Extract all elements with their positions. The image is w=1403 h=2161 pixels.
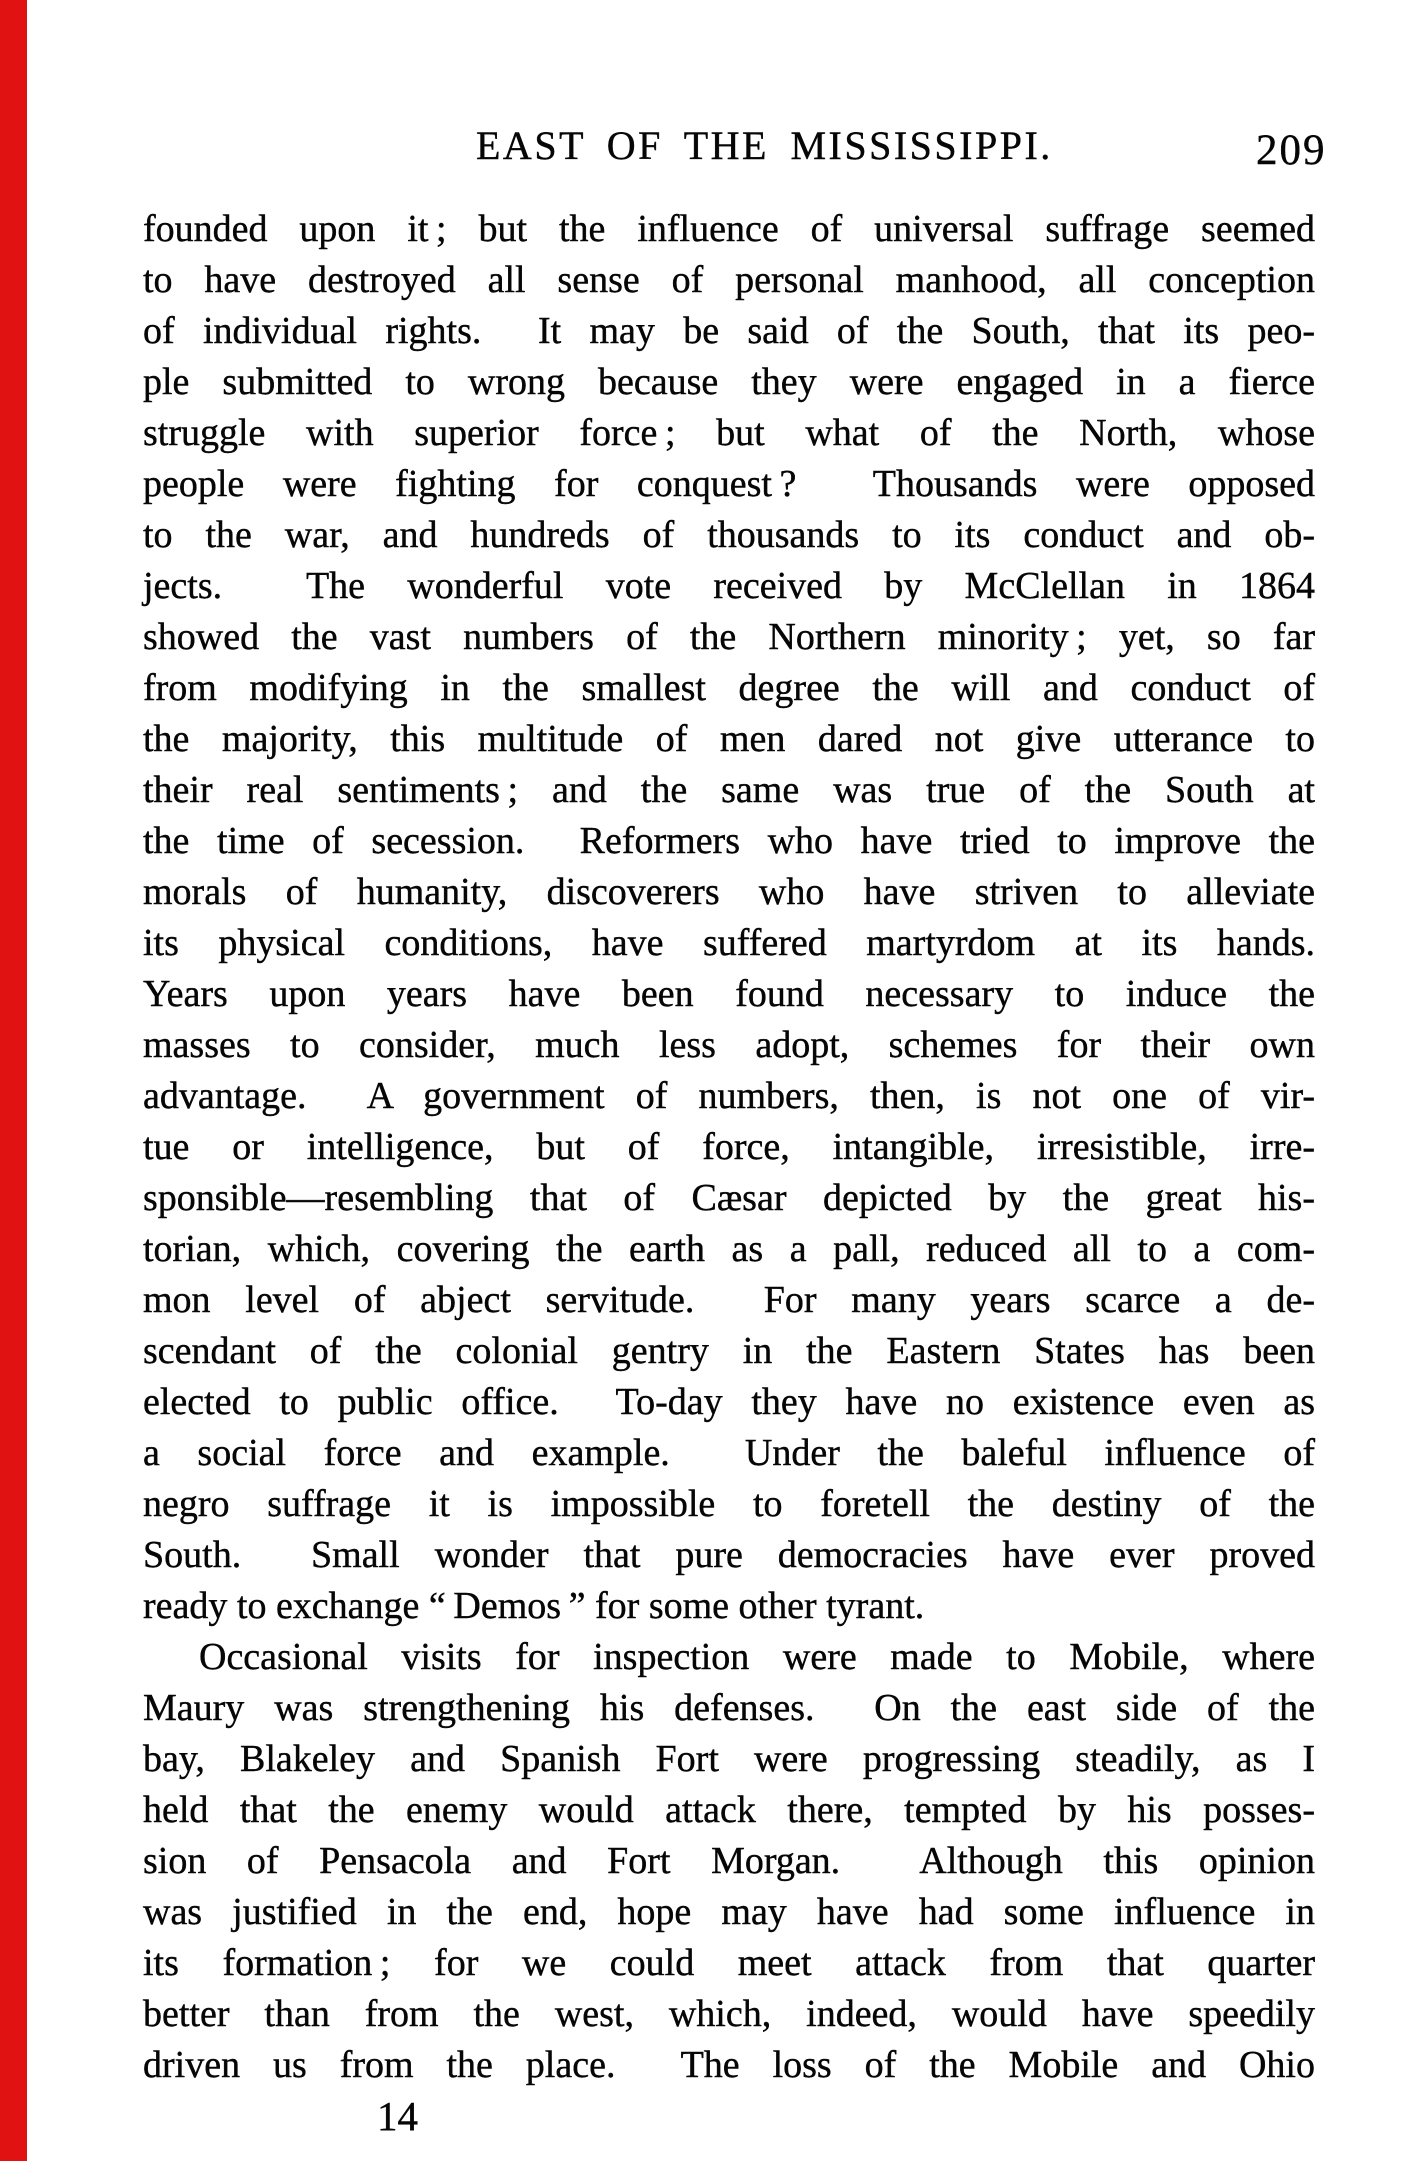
text-line: advantage. A government of numbers, then, is not one of vir- — [143, 1075, 1315, 1117]
text-line: their real sentiments ; and the same was true of the South at — [143, 769, 1315, 811]
text-line: ready to exchange “ Demos ” for some other tyrant. — [143, 1585, 925, 1627]
text-line: to the war, and hundreds of thousands to its conduct and ob- — [143, 514, 1315, 556]
book-spine-edge — [0, 0, 27, 2161]
page-number: 209 — [1256, 127, 1327, 174]
text-line: people were fighting for conquest ? Thousands were opposed — [143, 463, 1315, 505]
text-line: bay, Blakeley and Spanish Fort were progressing steadily, as I — [143, 1738, 1315, 1780]
text-line: its physical conditions, have suffered martyrdom at its hands. — [143, 922, 1315, 964]
text-line: tue or intelligence, but of force, intangible, irresistible, irre- — [143, 1126, 1315, 1168]
text-line: masses to consider, much less adopt, schemes for their own — [143, 1024, 1315, 1066]
text-line: driven us from the place. The loss of the Mobile and Ohio — [143, 2044, 1315, 2086]
text-line: its formation ; for we could meet attack from that quarter — [143, 1942, 1315, 1984]
text-line: struggle with superior force ; but what of the North, whose — [143, 412, 1315, 454]
text-line: scendant of the colonial gentry in the Eastern States has been — [143, 1330, 1315, 1372]
text-line: torian, which, covering the earth as a pall, reduced all to a com- — [143, 1228, 1315, 1270]
text-line: morals of humanity, discoverers who have striven to alleviate — [143, 871, 1315, 913]
text-line: the time of secession. Reformers who have tried to improve the — [143, 820, 1315, 862]
text-line: of individual rights. It may be said of the South, that its peo- — [143, 310, 1315, 352]
text-line: the majority, this multitude of men dared not give utterance to — [143, 718, 1315, 760]
text-line: was justified in the end, hope may have had some influence in — [143, 1891, 1315, 1933]
page-text — [143, 204, 1315, 2091]
text-line: from modifying in the smallest degree the will and conduct of — [143, 667, 1315, 709]
text-line: ple submitted to wrong because they were engaged in a fierce — [143, 361, 1315, 403]
text-line: to have destroyed all sense of personal manhood, all conception — [143, 259, 1315, 301]
text-line: elected to public office. To-day they have no existence even as — [143, 1381, 1315, 1423]
text-line: founded upon it ; but the influence of universal suffrage seemed — [143, 208, 1315, 250]
text-line: better than from the west, which, indeed, would have speedily — [143, 1993, 1315, 2035]
text-line: jects. The wonderful vote received by McClellan in 1864 — [143, 565, 1315, 607]
text-line: South. Small wonder that pure democracies have ever proved — [143, 1534, 1315, 1576]
text-line: sponsible—resembling that of Cæsar depicted by the great his- — [143, 1177, 1315, 1219]
text-line: Occasional visits for inspection were made to Mobile, where — [199, 1636, 1315, 1678]
text-line: mon level of abject servitude. For many years scarce a de- — [143, 1279, 1315, 1321]
text-line: showed the vast numbers of the Northern minority ; yet, so far — [143, 616, 1315, 658]
text-line: negro suffrage it is impossible to foretell the destiny of the — [143, 1483, 1315, 1525]
text-line: a social force and example. Under the baleful influence of — [143, 1432, 1315, 1474]
running-head-title: EAST OF THE MISSISSIPPI. — [476, 123, 1053, 168]
text-line: sion of Pensacola and Fort Morgan. Although this opinion — [143, 1840, 1315, 1882]
text-line: held that the enemy would attack there, tempted by his posses- — [143, 1789, 1315, 1831]
text-line: Maury was strengthening his defenses. On the east side of the — [143, 1687, 1315, 1729]
signature-mark: 14 — [377, 2093, 418, 2139]
text-line: Years upon years have been found necessary to induce the — [143, 973, 1315, 1015]
